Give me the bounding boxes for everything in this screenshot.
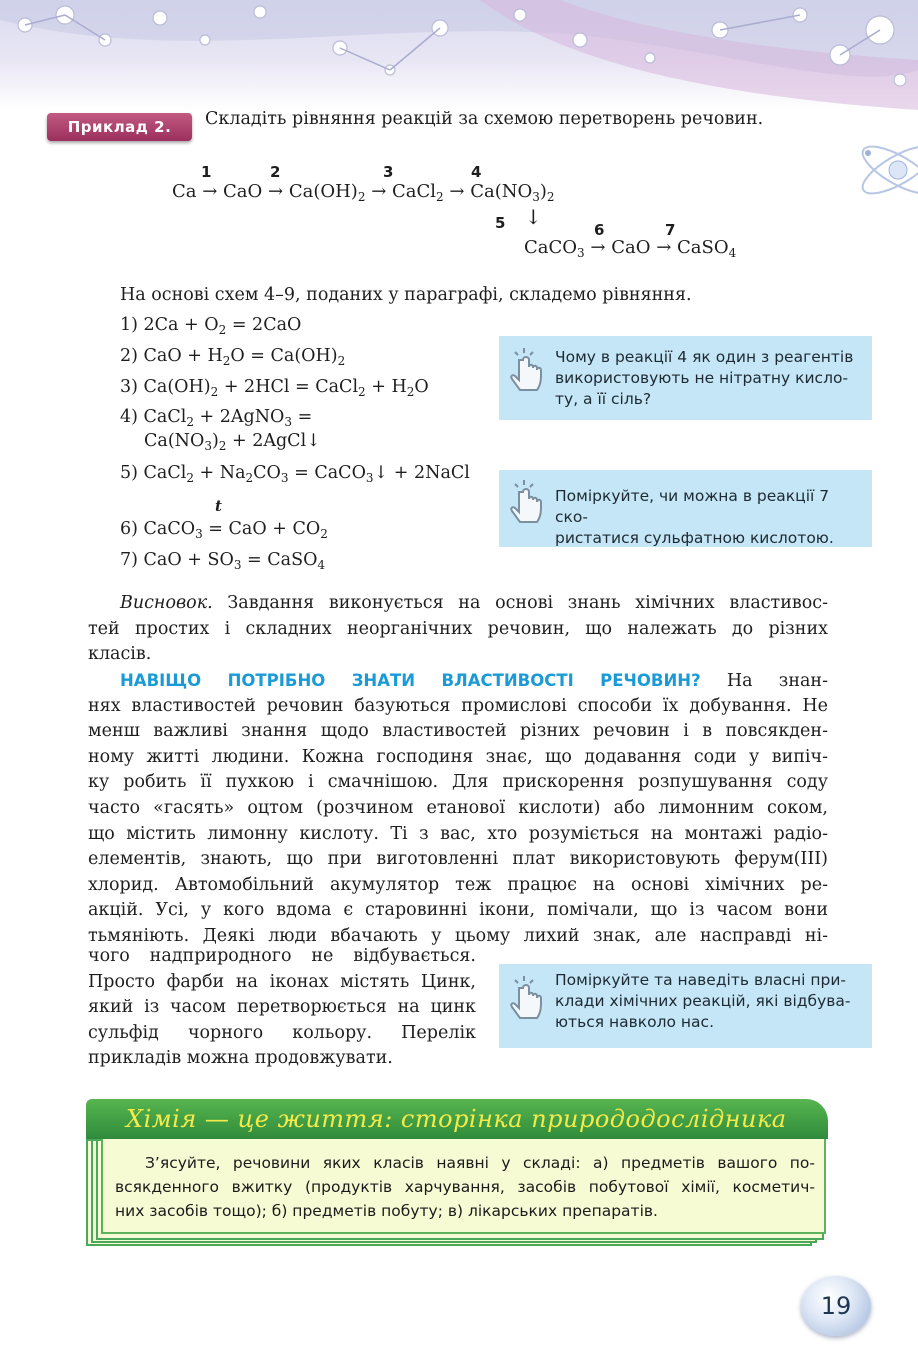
basis-text: На основі схем 4–9, поданих у параграфі, складемо рівняння. xyxy=(120,285,692,305)
pointing-hand-icon xyxy=(507,478,549,526)
step-number: 4 xyxy=(471,163,482,181)
scheme-row-2: CaCO$_3$ → CaO → CaSO$_4$ xyxy=(524,237,737,260)
step-number: 2 xyxy=(270,163,281,181)
pointing-hand-icon xyxy=(507,346,549,394)
step-number: 6 xyxy=(594,221,605,239)
green-box-title: Хімія — це життя: сторінка природодослідника xyxy=(86,1099,828,1139)
pointing-hand-icon xyxy=(507,974,549,1022)
section-paragraph-narrow: чого надприродного не відбувається. Просто фарби на іконах містять Цинк, який із часом перетворюється на цинк сульфід чорного кольору. Перелік прикладів можна продовжувати. xyxy=(88,946,476,1069)
equation-2: 2) CaO + $H_2O = Ca(OH)_2$ xyxy=(120,346,346,368)
green-box-body xyxy=(101,1139,826,1234)
tip-line: ються навколо нас. xyxy=(555,1013,714,1031)
tip-line: використовують не нітратну кисло- xyxy=(555,369,849,387)
down-arrow: ↓ xyxy=(525,205,542,229)
scheme-row-1: Ca → CaO → $Ca(OH)_2$ → CaCl$_2$ → $Ca(NO_3)_2$ xyxy=(172,181,555,204)
tip-line: Поміркуйте, чи можна в реакції 7 ско- xyxy=(555,487,830,526)
tip-line: ту, а її сіль? xyxy=(555,390,652,408)
tip-line: клади хімічних реакцій, які відбува- xyxy=(555,992,851,1010)
conclusion-paragraph: Висновок. Завдання виконується на основі знань хімічних властивос- тей простих і складних неорганічних речовин, що належать до різних класів. xyxy=(88,593,828,665)
green-box-line: всякденного вжитку (продуктів харчування, засобів побутової хімії, косметич- xyxy=(115,1178,815,1196)
tip-box-1 xyxy=(499,336,872,420)
tip-line: Чому в реакції 4 як один з реагентів xyxy=(555,348,854,366)
page-number: 19 xyxy=(801,1276,871,1336)
atom-decoration xyxy=(848,120,918,260)
section-heading: НАВІЩО ПОТРІБНО ЗНАТИ ВЛАСТИВОСТІ РЕЧОВИН? xyxy=(120,671,701,690)
green-box-line: них засобів тощо); б) предметів побуту; в) лікарських препаратів. xyxy=(115,1202,658,1220)
equation-7: 7) CaO + $SO_3$ = CaSO$_4$ xyxy=(120,550,326,572)
tip-line: ристатися сульфатною кислотою. xyxy=(555,529,834,547)
equation-3: 3) $Ca(OH)_2 + 2HCl$ = CaCl$_2$ + $H_2O$ xyxy=(120,377,429,399)
step-number: 5 xyxy=(495,214,506,232)
step-number: 7 xyxy=(665,221,676,239)
tip-box-3 xyxy=(499,964,872,1048)
equation-4-continued: $Ca(NO_3)_2$ + 2AgCl↓ xyxy=(144,431,321,453)
example-badge: Приклад 2. xyxy=(47,113,192,141)
tip-line: Поміркуйте та наведіть власні при- xyxy=(555,971,847,989)
tip-box-2 xyxy=(499,470,872,547)
equation-5: 5) CaCl$_2$ + $Na_2CO_3$ = CaCO$_3$↓ + 2NaCl xyxy=(120,463,470,485)
equation-6: 6) CaCO$_3$ = CaO + $CO_2$ xyxy=(120,519,328,541)
green-box-line: З’ясуйте, речовини яких класів наявні у складі: а) предметів вашого по- xyxy=(145,1154,815,1172)
heat-symbol: t xyxy=(215,497,222,515)
equation-1: 1) $2Ca + O_2 = 2CaO$ xyxy=(120,315,302,337)
conclusion-label: Висновок. xyxy=(120,593,213,613)
step-number: 1 xyxy=(201,163,212,181)
step-number: 3 xyxy=(383,163,394,181)
example-intro: Складіть рівняння реакцій за схемою перетворень речовин. xyxy=(205,109,764,129)
section-paragraph: НАВІЩО ПОТРІБНО ЗНАТИ ВЛАСТИВОСТІ РЕЧОВИН? На знан- нях властивостей речовин базуються промислові способи їх добування. Не менш важливі знання щодо властивостей різних речовин і в повсякден- ному житті людини. Кожна господиня знає, що додавання соди у випіч- ку робить її пухкою і смачнішою. Для прискорення розпушування соду часто «гасять» оцтом (розчином етанової кислоти) або лимонним соком, що містить лимонну кислоту. Ті з вас, хто розуміється на монтажі радіо- елементів, знають, що при виготовленні плат використовують ферум(ІІІ) хлорид. Автомобільний акумулятор теж працює на основі хімічних ре- акцій. Усі, у кого вдома є старовинні ікони, помічали, що із часом вони тьмяніють. Деякі люди вбачають у цьому лихий знак, але насправді ні- xyxy=(88,671,828,946)
molecule-decoration xyxy=(0,0,918,120)
equation-4: 4) CaCl$_2$ + 2AgNO$_3$ = xyxy=(120,407,313,429)
